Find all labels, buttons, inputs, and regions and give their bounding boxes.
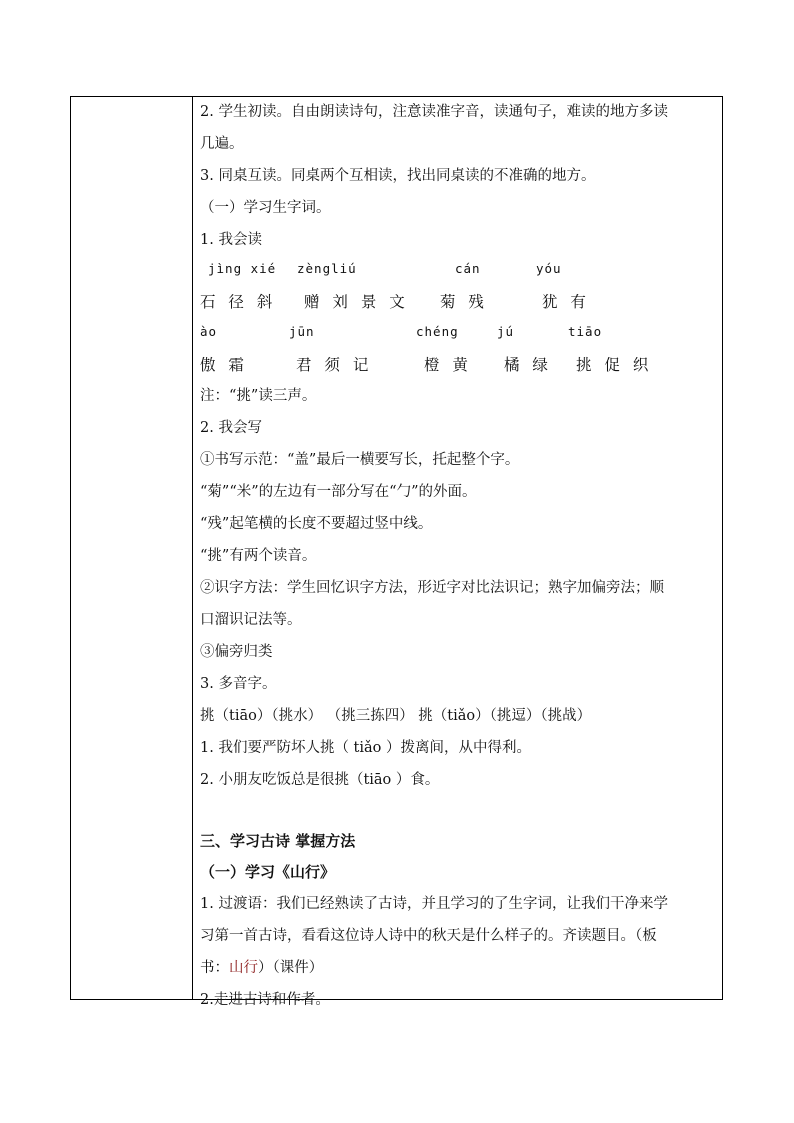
text-line: ②识字方法：学生回忆识字方法，形近字对比法识记；熟字加偏旁法；顺 — [200, 580, 664, 596]
text-line: 1. 我们要严防坏人挑（ tiǎo ）拨离间，从中得利。 — [200, 740, 531, 756]
text-line: “挑”有两个读音。 — [200, 548, 317, 564]
text-line: 注：“挑”读三声。 — [200, 388, 317, 404]
pinyin: jūn — [289, 324, 315, 339]
subsection-heading: （一）学习《山行》 — [200, 863, 336, 881]
board-title: 山行 — [229, 960, 258, 976]
text-fragment: ）（课件） — [258, 960, 324, 976]
hanzi: 菊 残 — [440, 293, 488, 311]
text-line: 2. 我会写 — [200, 420, 262, 436]
text-line: ③偏旁归类 — [200, 644, 273, 660]
hanzi: 石 径 斜 — [200, 293, 277, 311]
pinyin: jú — [497, 324, 515, 339]
pinyin: yóu — [536, 261, 562, 276]
pinyin: chéng — [416, 324, 459, 339]
hanzi: 傲 霜 — [200, 356, 248, 374]
pinyin: ào — [200, 324, 218, 339]
text-fragment: 书： — [200, 960, 229, 976]
section-heading: 三、学习古诗 掌握方法 — [200, 832, 356, 850]
pinyin: zèngliú — [297, 261, 357, 276]
text-line: 几遍。 — [200, 136, 244, 152]
text-line: “残”起笔横的长度不要超过竖中线。 — [200, 516, 433, 532]
text-line: 2. 小朋友吃饭总是很挑（tiāo ）食。 — [200, 772, 440, 788]
column-divider — [192, 96, 193, 1000]
text-line: ①书写示范：“盖”最后一横要写长，托起整个字。 — [200, 452, 520, 468]
hanzi: 橘 绿 — [504, 356, 552, 374]
text-line: 2.走进古诗和作者。 — [200, 992, 330, 1008]
hanzi: 君 须 记 — [296, 356, 373, 374]
text-line: 习第一首古诗，看看这位诗人诗中的秋天是什么样子的。齐读题目。（板 — [200, 928, 657, 944]
text-line: 1. 我会读 — [200, 232, 262, 248]
text-line: 3. 多音字。 — [200, 676, 277, 692]
pinyin: tiāo — [568, 324, 603, 339]
text-line — [200, 958, 323, 978]
pinyin: jìng xié — [208, 261, 277, 276]
text-line: 1. 过渡语：我们已经熟读了古诗，并且学习的了生字词，让我们干净来学 — [200, 896, 668, 912]
text-line: 3. 同桌互读。同桌两个互相读，找出同桌读的不准确的地方。 — [200, 168, 596, 184]
hanzi: 犹 有 — [542, 293, 590, 311]
pinyin: cán — [455, 261, 481, 276]
hanzi: 挑 促 织 — [576, 356, 653, 374]
lesson-table — [70, 96, 723, 1000]
hanzi: 赠 刘 景 文 — [304, 293, 409, 311]
hanzi: 橙 黄 — [424, 356, 472, 374]
text-line: 口溜识记法等。 — [200, 612, 302, 628]
text-line: 挑（tiāo）（挑水） （挑三拣四） 挑（tiǎo）（挑逗）（挑战） — [200, 708, 592, 724]
text-line: 2. 学生初读。自由朗读诗句，注意读准字音，读通句子，难读的地方多读 — [200, 104, 668, 120]
text-line: （一）学习生字词。 — [200, 200, 331, 216]
text-line: “菊”“米”的左边有一部分写在“勹”的外面。 — [200, 484, 477, 500]
